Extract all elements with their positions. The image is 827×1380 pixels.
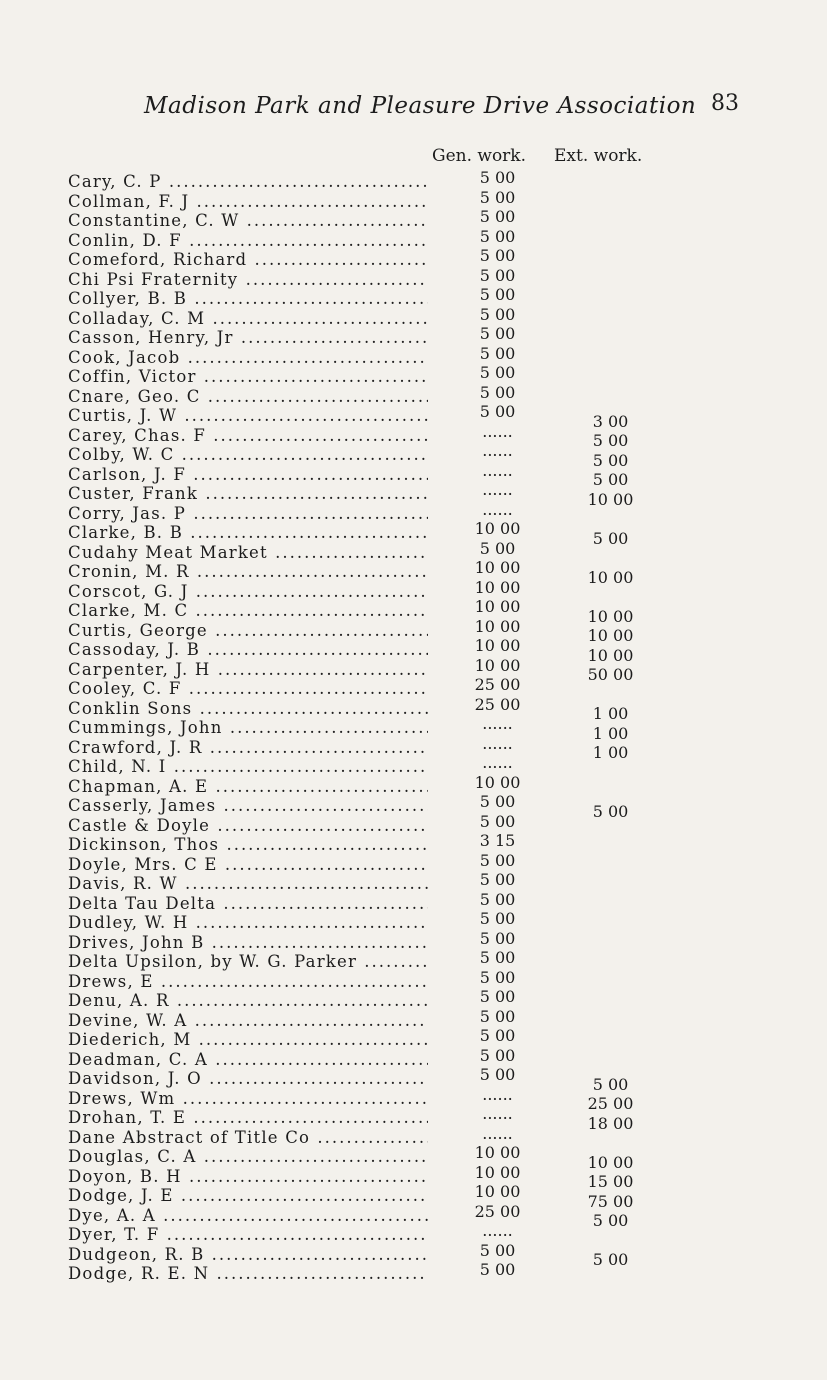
general-work-amount: 5 00 (479, 168, 516, 187)
extra-work-amount: 75 00 (587, 1191, 634, 1211)
subscriber-name: Chapman, A. E ..... (68, 777, 428, 796)
subscriber-name: Dye, A. A ..... (68, 1206, 428, 1225)
general-work-amount: 5 00 (479, 870, 516, 889)
list-item (0, 170, 827, 190)
subscriber-name: Dickinson, Thos ..... (68, 835, 428, 854)
subscriber-name: Casson, Henry, Jr ..... (68, 328, 428, 347)
subscriber-name: Clarke, M. C ..... (68, 601, 428, 620)
subscriber-name: Douglas, C. A ..... (68, 1147, 428, 1166)
subscriber-name: Carey, Chas. F ..... (68, 426, 428, 445)
extra-work-amount: 3 00 (592, 411, 629, 431)
general-work-amount: 5 00 (479, 324, 516, 343)
extra-work-amount: 10 00 (587, 645, 634, 665)
general-work-amount: ...... (482, 441, 513, 460)
list-item (0, 343, 827, 367)
subscriber-name: Dane Abstract of Title Co ..... (68, 1128, 428, 1147)
subscriber-name: Comeford, Richard ..... (68, 250, 428, 269)
subscriber-name: Cooley, C. F ..... (68, 679, 428, 698)
general-work-amount: 5 00 (479, 948, 516, 967)
general-work-amount: 25 00 (474, 1201, 521, 1221)
extra-work-amount: 25 00 (587, 1094, 634, 1113)
list-item (0, 1240, 827, 1264)
general-work-amount: 5 00 (479, 207, 516, 226)
column-header-general-work: Gen. work. (432, 146, 527, 166)
general-work-amount: 5 00 (479, 987, 516, 1006)
list-item (0, 265, 827, 289)
subscriber-name: Delta Tau Delta ..... (68, 894, 428, 913)
list-item (0, 248, 827, 268)
extra-work-amount: 10 00 (587, 1152, 634, 1172)
subscriber-name: Deadman, C. A ..... (68, 1050, 428, 1069)
subscriber-name: Carpenter, J. H ..... (68, 660, 428, 679)
list-item (0, 1145, 827, 1165)
subscriber-name: Conklin Sons ..... (68, 699, 428, 718)
subscriber-name: Cary, C. P ..... (68, 172, 428, 191)
subscriber-list (0, 170, 827, 1282)
general-work-amount: 5 00 (479, 343, 516, 363)
subscriber-name: Doyle, Mrs. C E ..... (68, 855, 428, 874)
subscriber-name: Conlin, D. F ..... (68, 231, 428, 250)
general-work-amount: 5 00 (479, 363, 516, 382)
subscriber-name: Dudley, W. H ..... (68, 913, 428, 932)
general-work-amount: 10 00 (474, 1182, 521, 1201)
general-work-amount: 5 00 (479, 246, 516, 265)
extra-work-amount: 10 00 (587, 489, 634, 509)
subscriber-name: Casserly, James ..... (68, 796, 428, 815)
list-item (0, 521, 827, 541)
subscriber-name: Colladay, C. M ..... (68, 309, 428, 328)
general-work-amount: 5 00 (479, 967, 516, 987)
general-work-amount: ...... (482, 1084, 513, 1104)
general-work-amount: 10 00 (474, 655, 521, 675)
list-item (0, 872, 827, 892)
general-work-amount: 5 00 (479, 285, 516, 304)
list-item (0, 560, 827, 580)
general-work-amount: 3 15 (479, 831, 516, 850)
subscriber-name: Cook, Jacob ..... (68, 348, 428, 367)
subscriber-name: Dodge, J. E ..... (68, 1186, 428, 1205)
general-work-amount: 5 00 (479, 1006, 516, 1026)
subscriber-name: Collman, F. J ..... (68, 192, 428, 211)
general-work-amount: ...... (482, 1221, 513, 1240)
subscriber-name: Curtis, J. W ..... (68, 406, 428, 425)
extra-work-amount: 5 00 (592, 1074, 629, 1094)
list-item (0, 365, 827, 385)
subscriber-name: Crawford, J. R ..... (68, 738, 428, 757)
page-number: 83 (711, 91, 739, 116)
subscriber-name: Cudahy Meat Market ..... (68, 543, 428, 562)
subscriber-name: Custer, Frank ..... (68, 484, 428, 503)
general-work-amount: 10 00 (474, 1162, 521, 1182)
list-item (0, 382, 827, 406)
subscriber-name: Corscot, G. J ..... (68, 582, 428, 601)
general-work-amount: ...... (482, 1123, 513, 1143)
list-item (0, 187, 827, 211)
general-work-amount: ...... (482, 421, 513, 441)
general-work-amount: 5 00 (479, 850, 516, 870)
general-work-amount: ...... (482, 733, 513, 753)
extra-work-amount: 15 00 (587, 1172, 634, 1191)
list-item (0, 1006, 827, 1030)
general-work-amount: 5 00 (479, 304, 516, 324)
list-item (0, 1045, 827, 1069)
general-work-amount: 5 00 (479, 928, 516, 948)
list-item (0, 967, 827, 991)
general-work-amount: 5 00 (479, 1260, 516, 1279)
list-item (0, 950, 827, 970)
page-title: Madison Park and Pleasure Drive Association (144, 93, 697, 119)
list-item (0, 694, 827, 718)
list-item (0, 911, 827, 931)
list-item (0, 404, 827, 424)
general-work-amount: 5 00 (479, 792, 516, 811)
general-work-amount: 10 00 (474, 1143, 521, 1162)
subscriber-name: Cronin, M. R ..... (68, 562, 428, 581)
subscriber-name: Delta Upsilon, by W. G. Parker ..... (68, 952, 428, 971)
subscriber-name: Drews, E ..... (68, 972, 428, 991)
general-work-amount: 25 00 (474, 675, 521, 694)
list-item (0, 1028, 827, 1048)
subscriber-name: Denu, A. R ..... (68, 991, 428, 1010)
list-item (0, 209, 827, 229)
general-work-amount: 10 00 (474, 636, 521, 655)
extra-work-amount: 50 00 (587, 665, 634, 684)
list-item (0, 850, 827, 874)
subscriber-name: Clarke, B. B ..... (68, 523, 428, 542)
general-work-amount: 5 00 (479, 226, 516, 246)
general-work-amount: 10 00 (474, 597, 521, 616)
subscriber-name: Doyon, B. H ..... (68, 1167, 428, 1186)
list-item (0, 599, 827, 619)
subscriber-name: Drives, John B ..... (68, 933, 428, 952)
general-work-amount: 5 00 (479, 811, 516, 831)
subscriber-name: Cummings, John ..... (68, 718, 428, 737)
list-item (0, 326, 827, 346)
general-work-amount: ...... (482, 1104, 513, 1123)
general-work-amount: 10 00 (474, 577, 521, 597)
general-work-amount: 10 00 (474, 772, 521, 792)
general-work-amount: 5 00 (479, 1240, 516, 1260)
list-item (0, 928, 827, 952)
general-work-amount: ...... (482, 499, 513, 519)
list-item (0, 889, 827, 913)
general-work-amount: 5 00 (479, 1026, 516, 1045)
general-work-amount: 5 00 (479, 538, 516, 558)
extra-work-amount: 5 00 (592, 431, 629, 450)
extra-work-amount: 1 00 (592, 743, 629, 762)
subscriber-name: Cnare, Geo. C ..... (68, 387, 428, 406)
subscriber-name: Drews, Wm ..... (68, 1089, 428, 1108)
subscriber-name: Coffin, Victor ..... (68, 367, 428, 386)
subscriber-name: Devine, W. A ..... (68, 1011, 428, 1030)
subscriber-name: Davidson, J. O ..... (68, 1069, 428, 1088)
extra-work-amount: 18 00 (587, 1113, 634, 1133)
subscriber-name: Colby, W. C ..... (68, 445, 428, 464)
subscriber-name: Dyer, T. F ..... (68, 1225, 428, 1244)
general-work-amount: ...... (482, 480, 513, 499)
column-header-extra-work: Ext. work. (554, 146, 643, 166)
subscriber-name: Castle & Doyle ..... (68, 816, 428, 835)
subscriber-name: Collyer, B. B ..... (68, 289, 428, 308)
general-work-amount: 10 00 (474, 519, 521, 538)
general-work-amount: 5 00 (479, 1045, 516, 1065)
extra-work-amount: 1 00 (592, 704, 629, 723)
extra-work-amount: 10 00 (587, 606, 634, 626)
extra-work-amount: 5 00 (592, 1250, 629, 1269)
list-item (0, 1067, 827, 1087)
subscriber-name: Dudgeon, R. B ..... (68, 1245, 428, 1264)
general-work-amount: 10 00 (474, 558, 521, 577)
general-work-amount: 5 00 (479, 909, 516, 928)
general-work-amount: 25 00 (474, 694, 521, 714)
general-work-amount: ...... (482, 714, 513, 733)
general-work-amount: 5 00 (479, 382, 516, 402)
extra-work-amount: 5 00 (592, 470, 629, 489)
extra-work-amount: 5 00 (592, 528, 629, 548)
subscriber-name: Drohan, T. E ..... (68, 1108, 428, 1127)
extra-work-amount: 5 00 (592, 450, 629, 470)
general-work-amount: 5 00 (479, 187, 516, 207)
subscriber-name: Davis, R. W ..... (68, 874, 428, 893)
list-item (0, 772, 827, 796)
subscriber-name: Carlson, J. F ..... (68, 465, 428, 484)
subscriber-name: Dodge, R. E. N ..... (68, 1264, 428, 1283)
general-work-amount: 5 00 (479, 1065, 516, 1084)
list-item (0, 989, 827, 1009)
subscriber-name: Cassoday, J. B ..... (68, 640, 428, 659)
general-work-amount: 5 00 (479, 265, 516, 285)
extra-work-amount: 5 00 (592, 1211, 629, 1230)
general-work-amount: ...... (482, 460, 513, 480)
list-item (0, 794, 827, 814)
extra-work-amount: 1 00 (592, 723, 629, 743)
extra-work-amount: 10 00 (587, 567, 634, 587)
subscriber-name: Constantine, C. W ..... (68, 211, 428, 230)
list-item (0, 304, 827, 328)
extra-work-amount: 5 00 (592, 801, 629, 821)
general-work-amount: ...... (482, 753, 513, 772)
general-work-amount: 5 00 (479, 402, 516, 421)
subscriber-name: Child, N. I ..... (68, 757, 428, 776)
list-item (0, 226, 827, 250)
extra-work-amount: 10 00 (587, 626, 634, 645)
list-item (0, 287, 827, 307)
general-work-amount: 10 00 (474, 616, 521, 636)
subscriber-name: Curtis, George ..... (68, 621, 428, 640)
list-item (0, 833, 827, 853)
general-work-amount: 5 00 (479, 889, 516, 909)
subscriber-name: Corry, Jas. P ..... (68, 504, 428, 523)
subscriber-name: Diederich, M ..... (68, 1030, 428, 1049)
subscriber-name: Chi Psi Fraternity ..... (68, 270, 428, 289)
